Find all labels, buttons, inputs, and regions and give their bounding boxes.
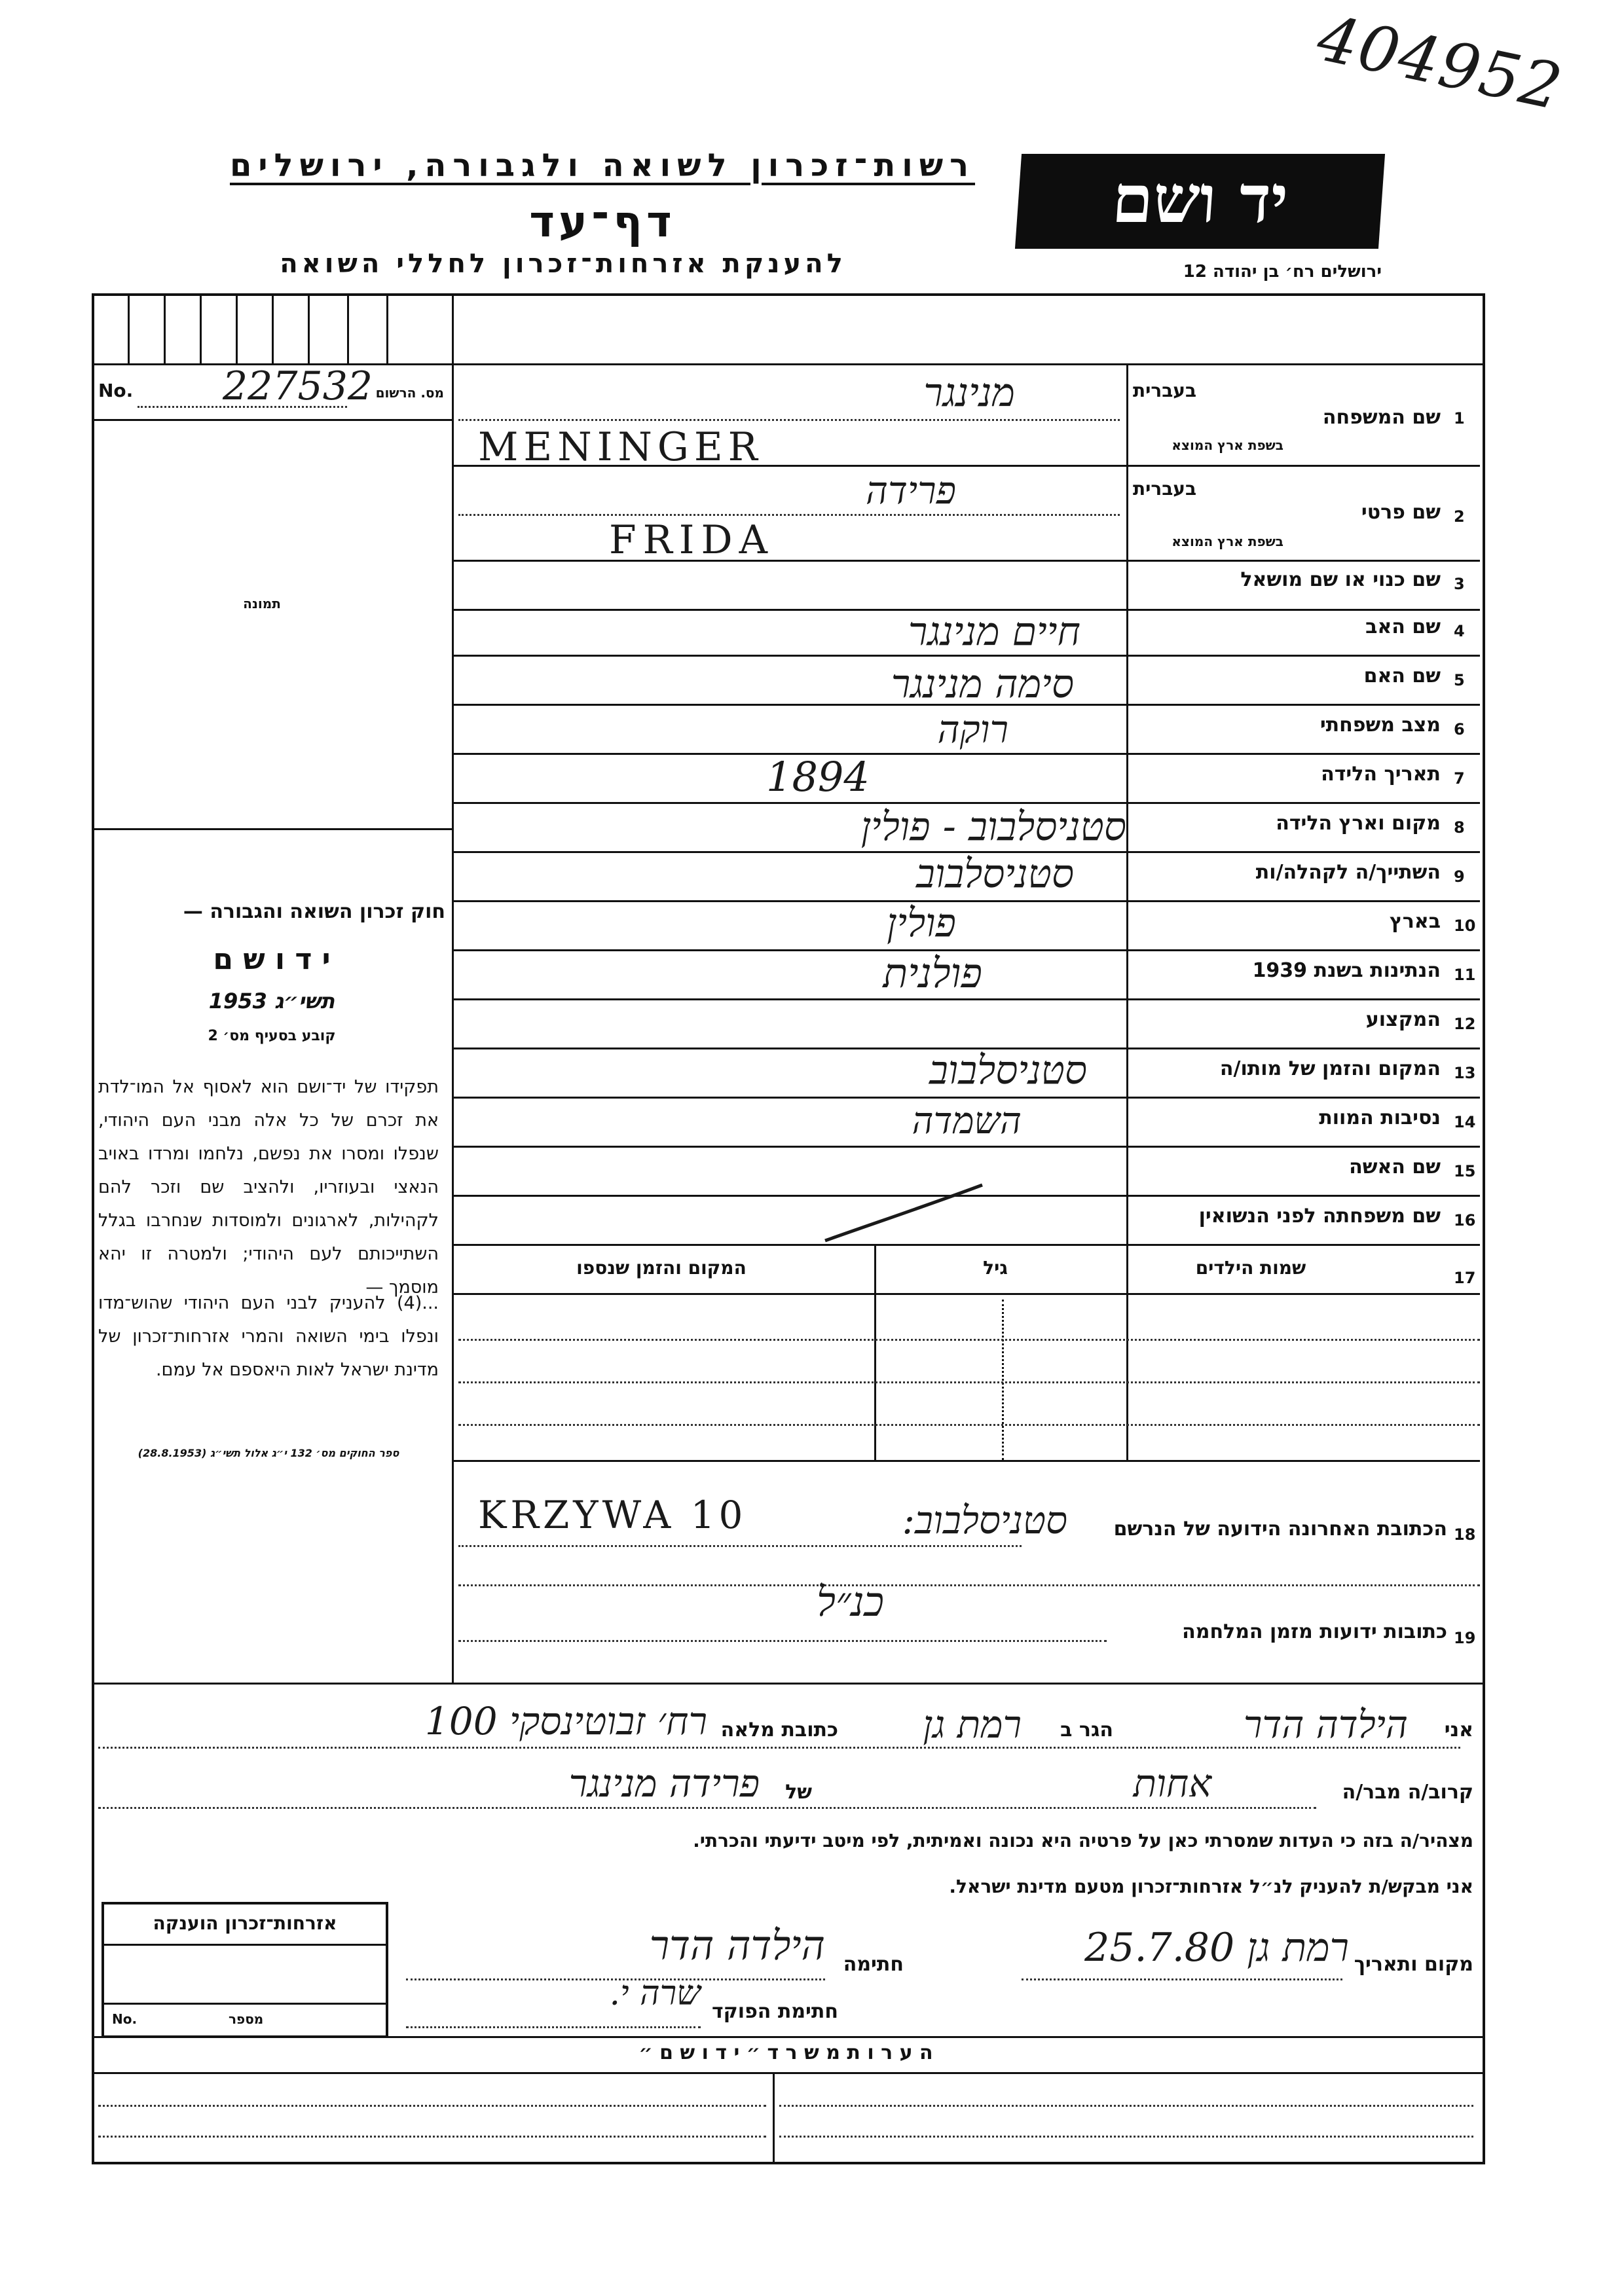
field-10-number: 10: [1454, 917, 1476, 935]
field-11-label: הנתינות בשנת 1939: [1252, 959, 1441, 982]
citizenship-stamp-box: [101, 1902, 388, 2038]
field-1-sub-hebrew: בעברית: [1133, 380, 1197, 401]
office-notes-title: ה ע ר ו ת מ ש ר ד ״ י ד ו ש ם ״: [638, 2041, 933, 2064]
officer-label: חתימת הפוקד: [712, 2000, 838, 2023]
law-title: חוק זכרון השואה והגבורה —: [183, 900, 445, 923]
decl-relative-label: קרוב/ה מבר/ה: [1342, 1781, 1473, 1804]
stamp-box-no-label: No.: [112, 2011, 138, 2027]
decl-statement-2: אני מבקש/ת להעניק לנ״ל אזרחות־זכרון מטעם מדינת ישראל.: [949, 1876, 1473, 1897]
field-5-label: שם האם: [1363, 665, 1441, 687]
signature-label: חתימה: [843, 1953, 904, 1976]
yad-vashem-logo: [1015, 154, 1385, 249]
decl-name: הילדה הדר: [1243, 1702, 1408, 1747]
field-14-value: השמדה: [912, 1100, 1022, 1142]
field-7-value: 1894: [766, 753, 870, 801]
field-9-label: השתייך/ה לקהלה/ות: [1255, 861, 1441, 884]
field-4-value: חיים מנינגר: [908, 609, 1080, 655]
field-12-number: 12: [1454, 1015, 1476, 1033]
field-8-number: 8: [1454, 818, 1465, 837]
field-16-number: 16: [1454, 1211, 1476, 1230]
law-paragraph-1: תפקידו של יד־ושם הוא לאסוף אל המו־לדת את זכרם של כל אלה מבני העם היהודי, שנפלו ומסרו את נפשם, נלחמו ומרדו באויב הנאצי ובעוזריו, ולהציב שם וזכר להם לקהילות, לארגונים ולמוסדות שנחרבו בגלל השתייכותם לעם היהודי; ולמטרה זו יהא מוסמך —: [98, 1077, 439, 1298]
field-2-sub-origin: בשפת ארץ המוצא: [1172, 534, 1283, 549]
logo-address: ירושלים רח׳ בן יהודה 12: [1183, 262, 1382, 282]
field-9-number: 9: [1454, 867, 1465, 886]
field-10-label: בארץ: [1389, 910, 1441, 933]
field-6-label: מצב משפחתי: [1320, 714, 1441, 737]
field-18-label: הכתובת האחרונה הידועה של הנרשם: [1113, 1518, 1447, 1540]
field-2-number: 2: [1454, 507, 1465, 526]
field-1-number: 1: [1454, 409, 1465, 428]
children-col-names: שמות הילדים: [1195, 1257, 1306, 1279]
registration-no-label: No.: [98, 380, 134, 401]
field-4-number: 4: [1454, 622, 1465, 640]
field-2-value-hebrew: פרידה: [865, 468, 956, 513]
photo-label: תמונה: [243, 596, 281, 611]
archive-number: 404952: [1311, 1, 1569, 125]
field-18-value-hebrew: סטניסלבוב:: [902, 1498, 1067, 1542]
field-5-value: סימה מנינגר: [891, 661, 1074, 707]
field-7-number: 7: [1454, 769, 1465, 788]
stamp-box-title: אזרחות־זכרון הוענקה: [153, 1912, 337, 1934]
registration-number: 227532: [223, 363, 373, 409]
field-18-number: 18: [1454, 1525, 1476, 1544]
authority-title: רשות־זכרון לשואה ולגבורה, ירושלים: [229, 147, 976, 184]
decl-city: רמת גן: [923, 1702, 1022, 1747]
decl-statement-1: מצהיר/ה בזה כי העדות שמסרתי כאן על פרטיה היא נכונה ואמיתית, לפי מיטב ידיעתי והכרתי.: [693, 1830, 1473, 1851]
field-14-number: 14: [1454, 1113, 1476, 1131]
field-1-value-origin: MENINGER: [478, 424, 763, 470]
field-6-value: רוקה: [937, 707, 1008, 752]
registration-he-label: מס. הרשום: [375, 385, 444, 401]
field-1-label: שם המשפחה: [1322, 406, 1441, 429]
field-9-value: סטניסלבוב: [916, 851, 1074, 897]
field-2-label: שם פרטי: [1361, 501, 1441, 524]
decl-relative-name: פרידה מנינגר: [568, 1761, 760, 1806]
place-date-label: מקום ותאריך: [1354, 1953, 1473, 1976]
field-11-value: פולנית: [883, 949, 982, 997]
field-11-number: 11: [1454, 966, 1476, 984]
field-8-value: סטניסלבוב - פולין: [860, 804, 1126, 850]
field-14-label: נסיבות המוות: [1319, 1106, 1441, 1129]
field-15-number: 15: [1454, 1162, 1476, 1180]
field-2-sub-hebrew: בעברית: [1133, 478, 1197, 500]
place-date-value: רמת גן 25.7.80: [1084, 1925, 1349, 1971]
stamp-box-number-label: מספר: [229, 2011, 264, 2027]
field-13-number: 13: [1454, 1064, 1476, 1082]
decl-hagar: הגר ב: [1060, 1719, 1113, 1741]
field-5-number: 5: [1454, 671, 1465, 689]
children-col-age: גיל: [983, 1257, 1008, 1279]
law-year: תשי״ג 1953: [208, 989, 335, 1013]
field-19-number: 19: [1454, 1629, 1476, 1647]
field-4-label: שם האב: [1365, 615, 1441, 638]
field-2-value-origin: FRIDA: [609, 517, 774, 563]
form-title: דף־עד: [529, 196, 676, 247]
field-1-value-hebrew: מנינגר: [923, 370, 1015, 416]
field-10-value: פולין: [887, 900, 956, 946]
law-citation: ספר החוקים מס׳ 132 י״ג אלול תשי״ג (28.8.1953): [138, 1447, 399, 1459]
field-16-label: שם משפחתה לפני הנשואין: [1198, 1205, 1441, 1228]
decl-of-label: של: [785, 1781, 812, 1804]
law-clause: קובע בסעיף מס׳ 2: [208, 1028, 336, 1044]
decl-address-label: כתובת מלאה: [720, 1719, 838, 1741]
logo-text: יד ושם: [1109, 160, 1291, 238]
form-subtitle: להענקת אזרחות־זכרון לחללי השואה: [280, 249, 847, 279]
children-col-place: המקום והזמן שנספו: [576, 1257, 747, 1279]
signature-value: הילדה הדר: [649, 1922, 825, 1969]
field-13-label: המקום והזמן של מותו/ה: [1219, 1057, 1441, 1080]
field-6-number: 6: [1454, 720, 1465, 738]
field-3-label: שם כנוי או שם מושאל: [1240, 568, 1441, 591]
decl-ani: אני: [1444, 1719, 1473, 1741]
field-13-value: סטניסלבוב: [929, 1048, 1087, 1093]
field-18-value-latin: KRZYWA 10: [478, 1493, 747, 1537]
law-paragraph-2: ...(4) להעניק לבני העם היהודי שהוש־מדו ונפלו בימי השואה והמרי אזרחות־זכרון של מדינת ישראל לאות היאספם אל עמם.: [98, 1293, 439, 1380]
field-19-value: כנ״ל: [816, 1578, 884, 1626]
field-1-sub-origin: בשפת ארץ המוצא: [1172, 437, 1283, 453]
law-name: י ד ו ש ם: [213, 943, 331, 976]
decl-relation: אחות: [1133, 1761, 1211, 1806]
field-17-number: 17: [1454, 1269, 1476, 1287]
field-19-label: כתובות ידועות מזמן המלחמה: [1182, 1620, 1447, 1643]
field-7-label: תאריך הלידה: [1321, 763, 1441, 786]
strike-mark: [819, 1178, 989, 1250]
field-3-number: 3: [1454, 575, 1465, 593]
field-15-label: שם האשה: [1349, 1156, 1441, 1178]
decl-address: רח׳ זבוטינסקי 100: [424, 1699, 707, 1743]
field-8-label: מקום וארץ הלידה: [1276, 812, 1441, 835]
officer-signature: שרה י.: [609, 1974, 701, 2013]
field-12-label: המקצוע: [1365, 1008, 1441, 1031]
